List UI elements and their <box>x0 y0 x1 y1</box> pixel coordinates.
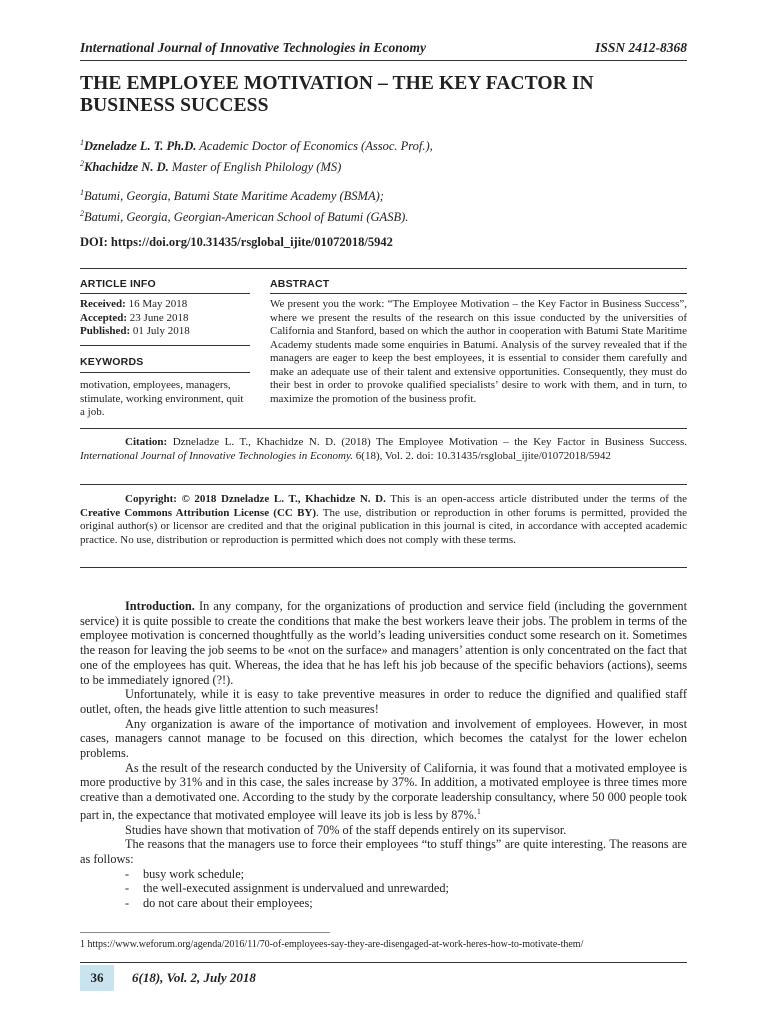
paragraph: Introduction. In any company, for the organizations of production and service field (including the government service) it is quite possible to create the conditions that make the best workers leave their jobs. The problem in terms of the employee motivation is concerned thoughtfully as the world’s leading universities conduct some research on it. Sometimes the reason for leaving the job seems to be «not on the surface» and managers’ attention is only concentrated on the fact that one of the employees has quit. Whereas, the idea that he has left his job because of the specific behaviors (actions), seems to be immediately ignored (?!). <box>80 599 687 687</box>
citation-label: Citation: <box>125 436 168 448</box>
paragraph: Any organization is aware of the importance of motivation and involvement of employees. However, in most cases, managers cannot manage to be focused on this direction, which becomes the catalyst for the lower echelon problems. <box>80 716 687 761</box>
copyright-rule <box>80 567 687 568</box>
paragraph: As the result of the research conducted by the University of California, it was found that a motivated employee is more productive by 31% and in this case, the sales increase by 37%. In addition, a motivated employee is three times more creative than a demotivated one. According to the study by the corporate leadership consultancy, where 50 000 people took part in, the expectance that motivated employee will leave its job is less by 87%.$^1$ <box>80 760 687 822</box>
accepted-date: Accepted: 23 June 2018 <box>80 311 189 324</box>
abstract-heading: ABSTRACT <box>270 278 330 290</box>
affiliation-list <box>80 184 408 226</box>
footnote[interactable]: 1 https://www.weforum.org/agenda/2016/11/70-of-employees-say-they-are-disengaged-at-work-heres-how-to-motivate-them/ <box>80 939 584 950</box>
article-info-rule <box>80 293 250 294</box>
copyright: Copyright: © 2018 Dzneladze L. T., Khachidze N. D. This is an open-access article distributed under the terms of the Creative Commons Attribution License (CC BY). The use, distribution or reproduction in other forums is permitted, provided the original author(s) or licensor are credited and that the original publication in this journal is cited, in accordance with accepted academic practice. No use, distribution or reproduction is permitted which does not comply with these terms. <box>80 493 688 546</box>
received-date: Received: 16 May 2018 <box>80 298 188 310</box>
paragraph: Studies have shown that motivation of 70% of the staff depends entirely on its supervisor. <box>125 822 567 837</box>
list-item: - busy work schedule; <box>125 866 245 881</box>
footnote-rule <box>80 932 330 933</box>
keywords-rule <box>80 345 250 346</box>
article-dates <box>80 298 250 339</box>
article-info-heading: ARTICLE INFO <box>80 278 156 290</box>
header-rule <box>80 60 687 61</box>
section-rule <box>80 268 687 269</box>
intro-label: Introduction. <box>125 599 195 613</box>
affiliation-2: $^2$Batumi, Georgia, Georgian-American School of Batumi (GASB). <box>80 209 409 225</box>
abstract-text: We present you the work: “The Employee Motivation – the Key Factor in Business Success”, where we present the results of the research on this issue conducted by the universities of California and Stanford, based on which the author in cooperation with Batumi State Maritime Academy students made some enquiries in Batumi. Analysis of the survey revealed that if the managers are eager to keep the best employees, it is essential to consider them carefully and make an adequate use of their talent and extensive opportunities. Consequently, they must do their best in order to provoke qualified specialists’ desire to work with them, and in turn, to maximize the promotion of the business profit. <box>270 298 687 405</box>
published-date: Published: 01 July 2018 <box>80 325 190 337</box>
article-body <box>80 599 687 911</box>
footnote-ref[interactable]: 1 <box>476 806 481 816</box>
issue-info: 6(18), Vol. 2, July 2018 <box>132 970 256 985</box>
author-name: Dzneladze L. T. Ph.D. <box>84 139 197 154</box>
issn: ISSN 2412-8368 <box>595 40 687 55</box>
article-title: THE EMPLOYEE MOTIVATION – THE KEY FACTOR IN BUSINESS SUCCESS <box>80 73 594 116</box>
list-item: - do not care about their employees; <box>125 896 313 911</box>
reasons-list <box>80 867 687 911</box>
paragraph: Unfortunately, while it is easy to take preventive measures in order to reduce the dignified and qualified staff outlet, often, the heads give little attention to such measures! <box>80 687 687 716</box>
citation-journal: International Journal of Innovative Technologies in Economy. <box>80 449 354 462</box>
citation: Citation: Dzneladze L. T., Khachidze N. D. (2018) The Employee Motivation – the Key Factor in Business Success. International Journal of Innovative Technologies in Economy. 6(18), Vol. 2. doi: 10.31435/rsglobal_ijite/01072018/5942 <box>80 436 687 462</box>
page-number: 36 <box>80 965 114 991</box>
citation-rule <box>80 484 687 485</box>
keywords-rule-2 <box>80 372 250 373</box>
abstract-end-rule <box>80 428 687 429</box>
abstract-rule <box>270 293 687 294</box>
author-2: $^2$Khachidze N. D. Master of English Philology (MS) <box>80 159 342 175</box>
affiliation-1: $^1$Batumi, Georgia, Batumi State Maritime Academy (BSMA); <box>80 188 384 204</box>
journal-name: International Journal of Innovative Technologies in Economy <box>80 40 427 55</box>
author-role: Academic Doctor of Economics (Assoc. Prof.), <box>199 139 433 154</box>
keywords-text: motivation, employees, managers, stimulate, working environment, quit a job. <box>80 379 244 418</box>
list-item: - the well-executed assignment is undervalued and unrewarded; <box>125 881 449 896</box>
author-role: Master of English Philology (MS) <box>171 160 342 175</box>
keywords-heading: KEYWORDS <box>80 356 144 368</box>
paper-page <box>80 0 687 1024</box>
license-link[interactable]: Creative Commons Attribution License (CC BY) <box>80 506 317 519</box>
footer-rule <box>80 962 687 963</box>
copyright-label: Copyright: <box>125 493 177 505</box>
author-name: Khachidze N. D. <box>84 160 169 175</box>
running-header <box>80 40 687 56</box>
doi-link[interactable]: DOI: https://doi.org/10.31435/rsglobal_ijite/01072018/5942 <box>80 235 393 249</box>
author-1: $^1$Dzneladze L. T. Ph.D. Academic Doctor of Economics (Assoc. Prof.), <box>80 138 433 154</box>
author-list <box>80 134 433 176</box>
page-footer <box>80 964 687 992</box>
copyright-holder: © 2018 Dzneladze L. T., Khachidze N. D. <box>181 493 386 505</box>
paragraph: The reasons that the managers use to force their employees “to stuff things” are quite interesting. The reasons are as follows: <box>80 837 687 867</box>
